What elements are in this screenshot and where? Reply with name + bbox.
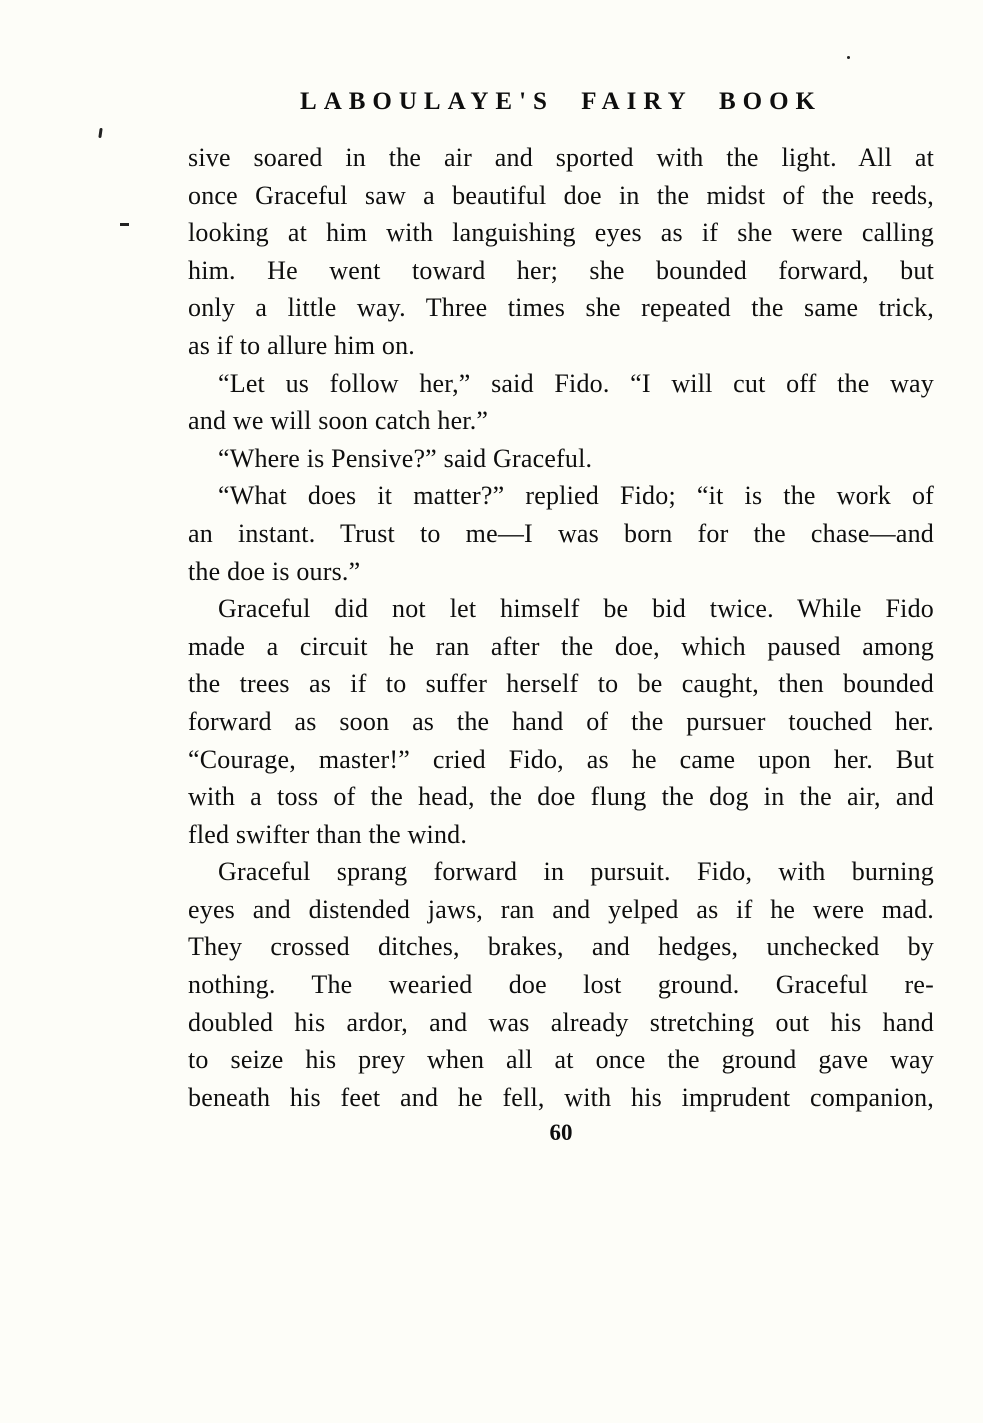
text-line: with a toss of the head, the doe flung the dog in the air, and	[188, 782, 934, 812]
text-line: only a little way. Three times she repeated the same trick,	[188, 293, 934, 323]
text-line: as if to allure him on.	[188, 330, 415, 360]
text-line: once Graceful saw a beautiful doe in the midst of the reeds,	[188, 180, 934, 210]
text-line: beneath his feet and he fell, with his imprudent companion,	[188, 1082, 934, 1112]
text-line: nothing. The wearied doe lost ground. Graceful re-	[188, 970, 934, 1000]
running-head: LABOULAYE'S FAIRY BOOK	[300, 88, 822, 115]
text-line: looking at him with languishing eyes as if she were calling	[188, 218, 934, 248]
page-number: 60	[549, 1120, 573, 1145]
text-line: the doe is ours.”	[188, 556, 361, 586]
text-line: “What does it matter?” replied Fido; “it is the work of	[218, 481, 934, 511]
text-line: fled swifter than the wind.	[188, 819, 468, 849]
text-line: “Let us follow her,” said Fido. “I will cut off the way	[218, 368, 934, 398]
text-line: to seize his prey when all at once the ground gave way	[188, 1045, 934, 1075]
text-line: sive soared in the air and sported with the light. All at	[188, 143, 934, 172]
text-line: “Courage, master!” cried Fido, as he came upon her. But	[188, 744, 934, 774]
text-line: and we will soon catch her.”	[188, 406, 489, 436]
scan-speck-icon	[120, 223, 129, 226]
text-block	[188, 139, 934, 1116]
text-line: him. He went toward her; she bounded forward, but	[188, 255, 934, 285]
text-line: eyes and distended jaws, ran and yelped as if he were mad.	[188, 894, 934, 924]
text-line: forward as soon as the hand of the pursuer touched her.	[188, 706, 934, 736]
text-line: an instant. Trust to me—I was born for the chase—and	[188, 518, 934, 548]
scan-speck-icon	[847, 56, 850, 59]
text-line: Graceful sprang forward in pursuit. Fido, with burning	[218, 857, 934, 887]
scan-speck-icon	[98, 128, 102, 138]
text-line: doubled his ardor, and was already stretching out his hand	[188, 1007, 934, 1037]
text-line: Graceful did not let himself be bid twice. While Fido	[218, 594, 934, 624]
text-line: “Where is Pensive?” said Graceful.	[218, 443, 593, 473]
text-line: They crossed ditches, brakes, and hedges, unchecked by	[188, 932, 934, 962]
text-line: the trees as if to suffer herself to be caught, then bounded	[188, 669, 934, 699]
text-line: made a circuit he ran after the doe, which paused among	[188, 631, 934, 661]
